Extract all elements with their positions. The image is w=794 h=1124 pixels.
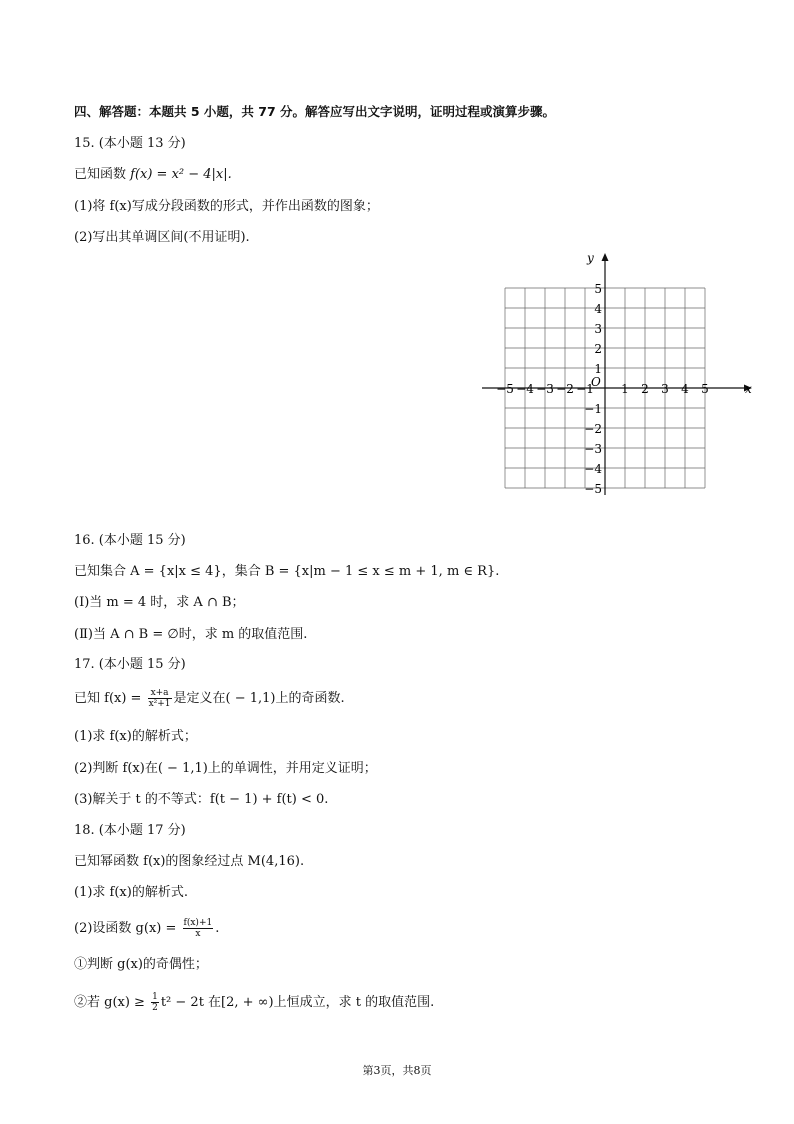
q15-stem-math: f(x) = x² − 4|x|. — [130, 167, 232, 182]
y-tick-label: −3 — [584, 442, 602, 456]
y-tick-label: −1 — [584, 402, 602, 416]
section-header: 四、解答题：本题共 5 小题，共 77 分。解答应写出文字说明，证明过程或演算步骤。 — [74, 104, 556, 119]
q18-sub2-fraction — [151, 992, 159, 1013]
q18-part2-suffix: . — [215, 921, 220, 936]
q15-stem — [74, 166, 232, 184]
q18-sub2 — [74, 992, 434, 1013]
y-tick-label: 2 — [594, 342, 602, 356]
y-tick-label: 1 — [594, 362, 602, 376]
x-axis-label: x — [745, 382, 752, 396]
q18-sub2-num: 1 — [152, 992, 158, 1002]
q17-part2: (2)判断 f(x)在( − 1,1)上的单调性，并用定义证明； — [74, 761, 377, 776]
x-tick-label: −2 — [556, 382, 574, 396]
q15-stem-prefix: 已知函数 — [74, 167, 131, 182]
y-tick-label: 5 — [594, 282, 602, 296]
q15-number: 15. (本小题 13 分) — [74, 136, 186, 151]
q16-number: 16. (本小题 15 分) — [74, 533, 186, 548]
q18-sub2-den: 2 — [152, 1003, 158, 1013]
q17-stem-suffix: 是定义在( − 1,1)上的奇函数. — [173, 691, 345, 706]
q18-stem: 已知幂函数 f(x)的图象经过点 M(4,16). — [74, 854, 305, 869]
y-tick-label: −5 — [584, 482, 602, 496]
q17-number: 17. (本小题 15 分) — [74, 657, 186, 672]
coordinate-grid — [480, 250, 760, 500]
x-tick-label: −5 — [496, 382, 514, 396]
x-tick-label: −3 — [536, 382, 554, 396]
q18-sub2-suffix: t² − 2t 在[2, + ∞)上恒成立，求 t 的取值范围. — [160, 995, 435, 1010]
x-tick-label: 3 — [661, 382, 669, 396]
q18-part2-fraction — [183, 918, 214, 939]
q17-frac-num: x+a — [148, 688, 172, 699]
q18-sub1: ①判断 g(x)的奇偶性； — [74, 957, 208, 972]
x-tick-label: 5 — [701, 382, 709, 396]
x-tick-label: 2 — [641, 382, 649, 396]
y-axis-arrow — [602, 253, 609, 261]
q18-number: 18. (本小题 17 分) — [74, 823, 186, 838]
q18-part2-num: f(x)+1 — [183, 918, 213, 928]
x-tick-label: 1 — [621, 382, 629, 396]
q17-stem-prefix: 已知 f(x) = — [74, 691, 146, 706]
tick-labels — [496, 282, 709, 496]
q17-frac-den: x²+1 — [148, 699, 171, 709]
q16-part1: (Ⅰ)当 m = 4 时，求 A ∩ B； — [74, 595, 245, 610]
y-axis-label: y — [587, 251, 594, 265]
q17-fraction — [148, 688, 172, 709]
q16-part2: (Ⅱ)当 A ∩ B = ∅时，求 m 的取值范围. — [74, 627, 308, 642]
y-tick-label: 4 — [594, 302, 602, 316]
q18-part2-den: x — [195, 929, 201, 939]
y-tick-label: −4 — [584, 462, 602, 476]
q15-part1: (1)将 f(x)写成分段函数的形式，并作出函数的图象； — [74, 199, 379, 214]
y-tick-label: 3 — [594, 322, 602, 336]
y-tick-label: −2 — [584, 422, 602, 436]
q16-stem: 已知集合 A = {x|x ≤ 4}，集合 B = {x|m − 1 ≤ x ≤ m + 1, m ∈ R}. — [74, 564, 500, 579]
q17-part3: (3)解关于 t 的不等式：f(t − 1) + f(t) < 0. — [74, 792, 329, 807]
x-tick-label: −4 — [516, 382, 534, 396]
q17-part1: (1)求 f(x)的解析式； — [74, 729, 197, 744]
q18-part2-prefix: (2)设函数 g(x) = — [74, 921, 181, 936]
q18-part2 — [74, 918, 219, 939]
origin-label: O — [591, 375, 601, 389]
q18-part1: (1)求 f(x)的解析式. — [74, 885, 188, 900]
page-footer: 第3页，共8页 — [362, 1064, 432, 1077]
axes — [482, 253, 752, 495]
q15-part2: (2)写出其单调区间(不用证明). — [74, 230, 250, 245]
x-tick-label: −1 — [576, 382, 594, 396]
q18-sub2-prefix: ②若 g(x) ≥ — [74, 995, 150, 1010]
x-tick-label: 4 — [681, 382, 689, 396]
q17-stem — [74, 688, 345, 709]
